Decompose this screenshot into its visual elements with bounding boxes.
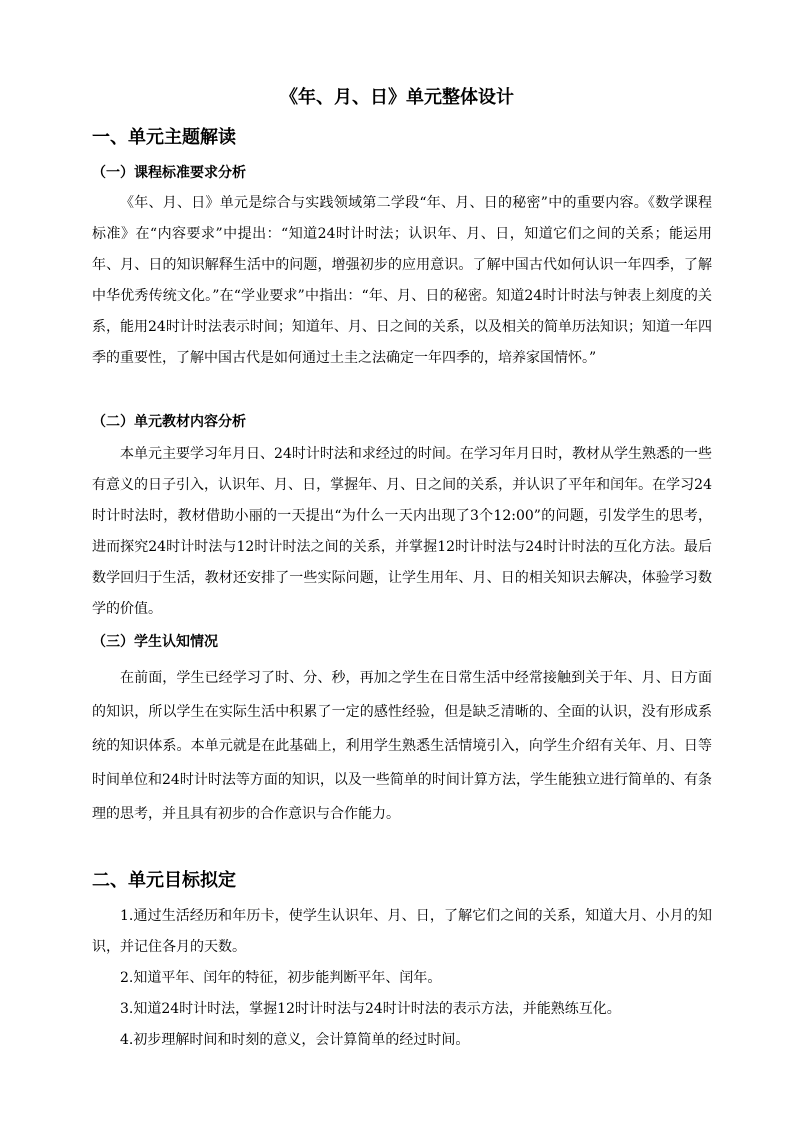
objective-item-3: 3.知道24时计时法，掌握12时计时法与24时计时法的表示方法，并能熟练互化。 bbox=[120, 1001, 621, 1017]
subsection-2-heading: （二）单元教材内容分析 bbox=[92, 414, 246, 430]
objective-item-4: 4.初步理解时间和时刻的意义，会计算简单的经过时间。 bbox=[120, 1032, 470, 1048]
document-title: 《年、月、日》单元整体设计 bbox=[280, 87, 514, 108]
subsection-2-paragraph: 本单元主要学习年月日、24时计时法和求经过的时间。在学习年月日时，教材从学生熟悉的一些有意义的日子引入，认识年、月、日，掌握年、月、日之间的关系，并认识了平年和闰年。在学习24时计时法时，教材借助小丽的一天提出“为什么一天内出现了3个12:00”的问题，引发学生的思考，进而探究24时计时法与12时计时法之间的关系，并掌握12时计时法与24时计时法的互化方法。最后数学回归于生活，教材还安排了一些实际问题，让学生用年、月、日的相关知识去解决，体验学习数学的价值。 bbox=[92, 446, 712, 617]
section-2-heading: 二、单元目标拟定 bbox=[92, 870, 236, 891]
subsection-1-heading: （一）课程标准要求分析 bbox=[92, 165, 246, 181]
objective-item-2: 2.知道平年、闰年的特征，初步能判断平年、闰年。 bbox=[120, 970, 442, 986]
subsection-3-paragraph: 在前面，学生已经学习了时、分、秒，再加之学生在日常生活中经常接触到关于年、月、日方面的知识，所以学生在实际生活中积累了一定的感性经验，但是缺乏清晰的、全面的认识，没有形成系统的知识体系。本单元就是在此基础上，利用学生熟悉生活情境引入，向学生介绍有关年、月、日等时间单位和24时计时法等方面的知识，以及一些简单的时间计算方法，学生能独立进行简单的、有条理的思考，并且具有初步的合作意识与合作能力。 bbox=[92, 670, 712, 822]
section-1-heading: 一、单元主题解读 bbox=[92, 127, 236, 148]
subsection-1-paragraph: 《年、月、日》单元是综合与实践领域第二学段“年、月、日的秘密”中的重要内容。《数学课程标准》在“内容要求”中提出：“知道24时计时法；认识年、月、日，知道它们之间的关系；能运用年、月、日的知识解释生活中的问题，增强初步的应用意识。了解中国古代如何认识一年四季，了解中华优秀传统文化。”在“学业要求”中指出：“年、月、日的秘密。知道24时计时法与钟表上刻度的关系，能用24时计时法表示时间；知道年、月、日之间的关系，以及相关的简单历法知识；知道一年四季的重要性，了解中国古代是如何通过土圭之法确定一年四季的，培养家国情怀。” bbox=[92, 195, 712, 366]
subsection-3-heading: （三）学生认知情况 bbox=[92, 634, 218, 650]
objective-item-1: 1.通过生活经历和年历卡，使学生认识年、月、日，了解它们之间的关系，知道大月、小月的知识，并记住各月的天数。 bbox=[92, 908, 712, 955]
